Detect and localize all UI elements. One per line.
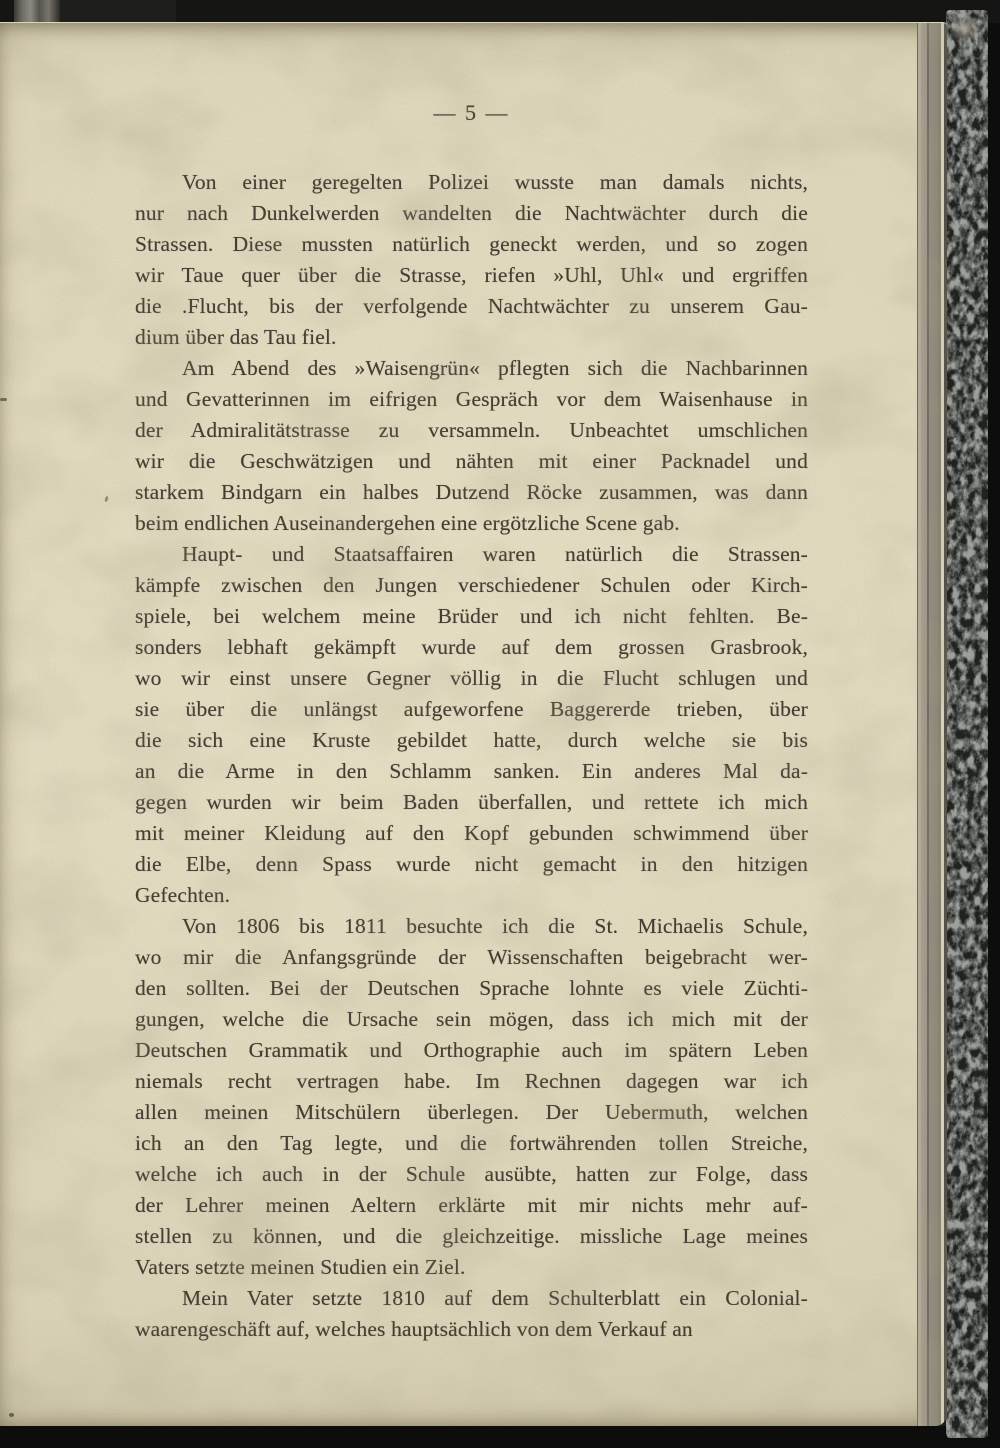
text-line: Von einer geregelten Polizei wusste man damals nichts, <box>182 170 808 194</box>
text-line: Am Abend des »Waisengrün« pflegten sich die Nachbarinnen <box>182 356 808 380</box>
text-line: gungen, welche die Ursache sein mögen, dass ich mich mit der <box>135 1007 808 1031</box>
text-line: allen meinen Mitschülern überlegen. Der Uebermuth, welchen <box>135 1100 808 1124</box>
text-line: ich an den Tag legte, und die fortwährenden tollen Streiche, <box>135 1131 808 1155</box>
text-line: sie über die unlängst aufgeworfene Baggererde trieben, über <box>135 697 808 721</box>
text-line: Haupt- und Staatsaffairen waren natürlich die Strassen- <box>182 542 808 566</box>
scan-speck <box>0 398 7 401</box>
book-page <box>0 22 947 1426</box>
text-line: Mein Vater setzte 1810 auf dem Schulterblatt ein Colonial- <box>182 1286 808 1310</box>
text-line: die Elbe, denn Spass wurde nicht gemacht in den hitzigen <box>135 852 808 876</box>
leather-highlight-smudge <box>950 16 982 44</box>
text-line: spiele, bei welchem meine Brüder und ich nicht fehlten. Be- <box>135 604 808 628</box>
paragraph <box>135 539 808 911</box>
scan-speck <box>9 1413 14 1417</box>
text-line: stellen zu können, und die gleichzeitige. missliche Lage meines <box>135 1224 808 1248</box>
book-cover-right-edge <box>946 10 988 1438</box>
text-line: Deutschen Grammatik und Orthographie auch im spätern Leben <box>135 1038 808 1062</box>
spine-strap <box>14 0 60 23</box>
paragraph <box>135 1283 808 1345</box>
leather-highlight-speck <box>958 46 974 58</box>
text-line: Vaters setzte meinen Studien ein Ziel. <box>135 1255 466 1279</box>
text-line: der Admiralitätstrasse zu versammeln. Unbeachtet umschlichen <box>135 418 808 442</box>
text-line: den sollten. Bei der Deutschen Sprache lohnte es viele Züchti- <box>135 976 808 1000</box>
text-line: niemals recht vertragen habe. Im Rechnen dagegen war ich <box>135 1069 808 1093</box>
text-line: wo mir die Anfangsgründe der Wissenschaften beigebracht wer- <box>135 945 808 969</box>
text-line: und Gevatterinnen im eifrigen Gespräch vor dem Waisenhause in <box>135 387 808 411</box>
text-line: die .Flucht, bis der verfolgende Nachtwächter zu unserem Gau- <box>135 294 808 318</box>
page-number: — 5 — <box>433 100 510 125</box>
text-line: dium über das Tau fiel. <box>135 325 337 349</box>
text-line: an die Arme in den Schlamm sanken. Ein anderes Mal da- <box>135 759 808 783</box>
text-line: wir Taue quer über die Strasse, riefen »Uhl, Uhl« und ergriffen <box>135 263 808 287</box>
text-line: wo wir einst unsere Gegner völlig in die Flucht schlugen und <box>135 666 808 690</box>
book-cover-top-edge <box>0 0 1000 23</box>
text-line: sonders lebhaft gekämpft wurde auf dem grossen Grasbrook, <box>135 635 808 659</box>
text-line: gegen wurden wir beim Baden überfallen, und rettete ich mich <box>135 790 808 814</box>
paragraph <box>135 353 808 539</box>
scan-speck <box>104 496 109 503</box>
paragraph <box>135 911 808 1283</box>
spine-shadow <box>56 0 176 23</box>
text-line: welche ich auch in der Schule ausübte, hatten zur Folge, dass <box>135 1162 808 1186</box>
paragraph <box>135 167 808 353</box>
text-line: Von 1806 bis 1811 besuchte ich die St. Michaelis Schule, <box>182 914 808 938</box>
leather-texture <box>946 10 988 1438</box>
text-line: waarengeschäft auf, welches hauptsächlich von dem Verkauf an <box>135 1317 693 1341</box>
text-line: Gefechten. <box>135 883 231 907</box>
text-block <box>135 167 808 1345</box>
text-line: kämpfe zwischen den Jungen verschiedener Schulen oder Kirch- <box>135 573 808 597</box>
text-line: starkem Bindgarn ein halbes Dutzend Röcke zusammen, was dann <box>135 480 808 504</box>
text-line: mit meiner Kleidung auf den Kopf gebunden schwimmend über <box>135 821 808 845</box>
text-line: Strassen. Diese mussten natürlich geneckt werden, und so zogen <box>135 232 808 256</box>
page-fore-edge-stack <box>917 23 947 1426</box>
text-line: wir die Geschwätzigen und nähten mit einer Packnadel und <box>135 449 808 473</box>
text-line: der Lehrer meinen Aeltern erklärte mit mir nichts mehr auf- <box>135 1193 808 1217</box>
text-line: nur nach Dunkelwerden wandelten die Nachtwächter durch die <box>135 201 808 225</box>
text-line: beim endlichen Auseinandergehen eine ergötzliche Scene gab. <box>135 511 680 535</box>
text-line: die sich eine Kruste gebildet hatte, durch welche sie bis <box>135 728 808 752</box>
